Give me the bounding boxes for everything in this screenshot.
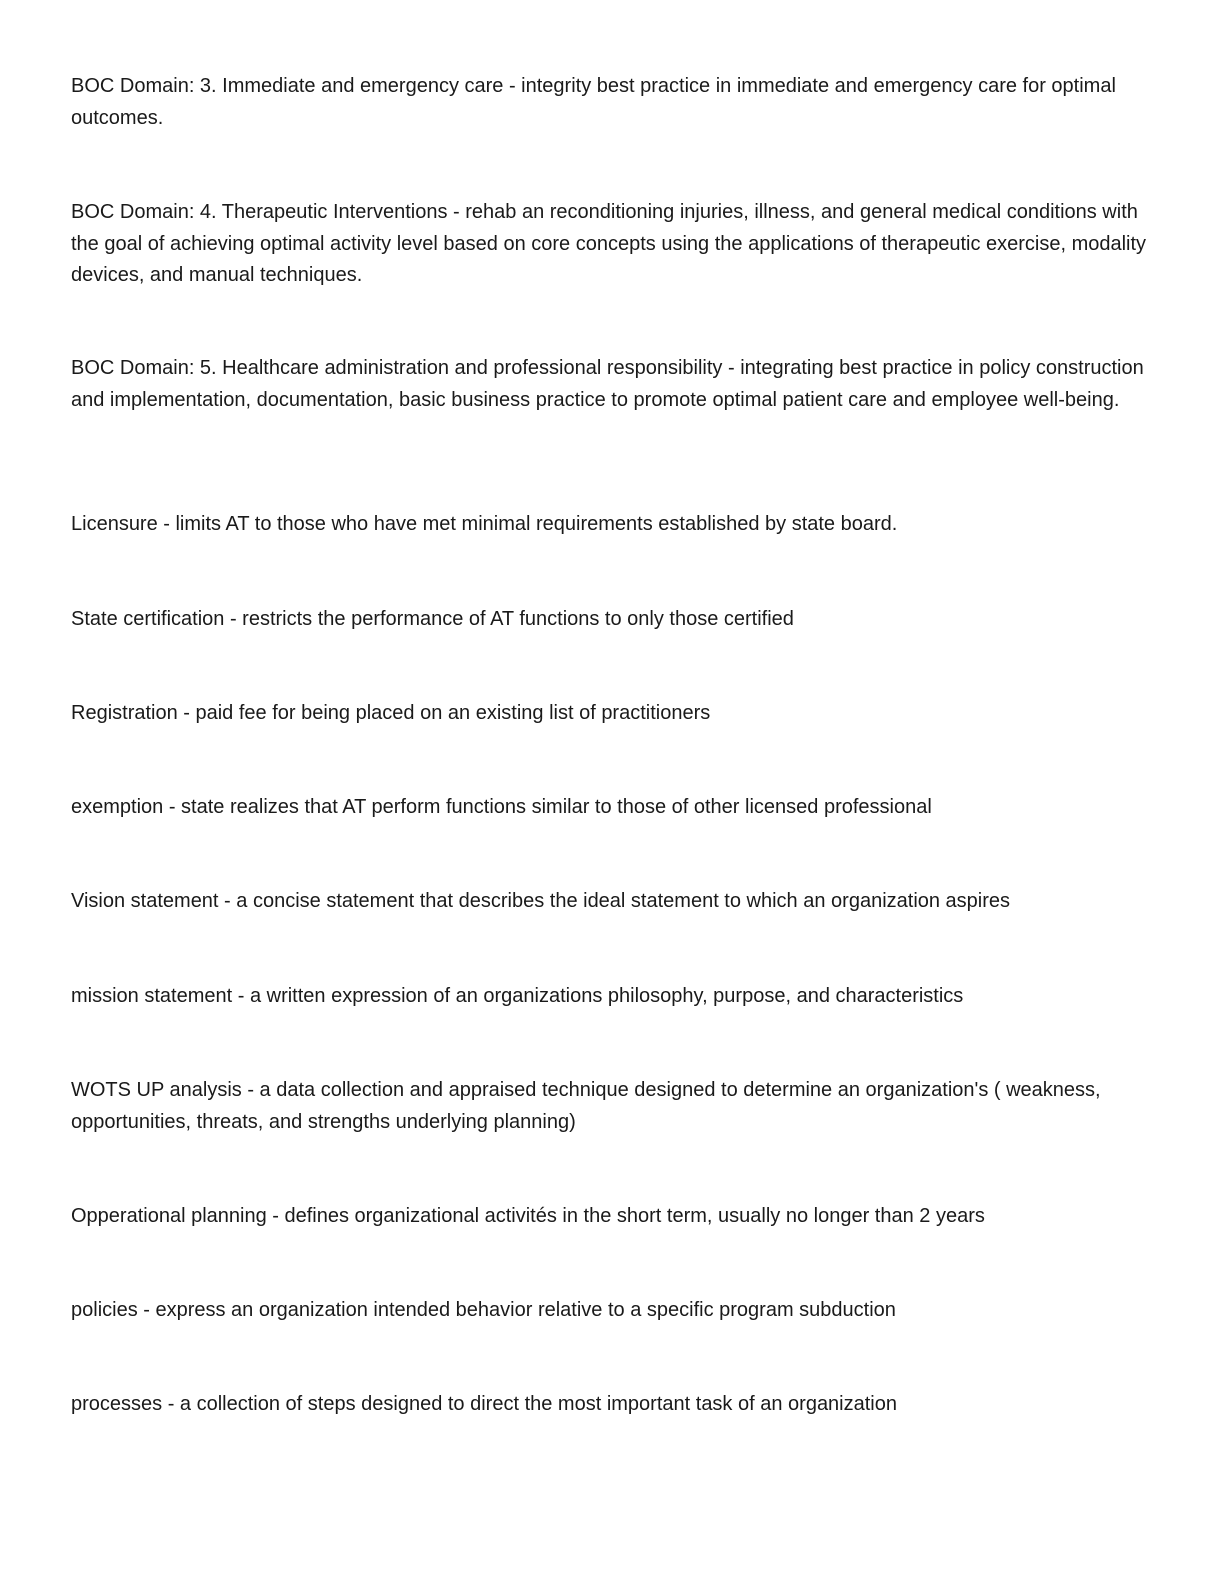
entry-vision-statement: Vision statement - a concise statement that describes the ideal statement to which an organization aspires <box>71 890 1011 912</box>
entry-boc-domain-5: BOC Domain: 5. Healthcare administration and professional responsibility - integrating best practice in policy construction and implementation, documentation, basic business practice to promote optimal patient care and employee well-being. <box>71 357 1144 411</box>
entry-state-certification: State certification - restricts the performance of AT functions to only those certified <box>71 608 794 630</box>
entry-licensure: Licensure - limits AT to those who have met minimal requirements established by state board. <box>71 513 898 535</box>
entry-mission-statement: mission statement - a written expression of an organizations philosophy, purpose, and characteristics <box>71 985 964 1007</box>
entry-policies: policies - express an organization intended behavior relative to a specific program subduction <box>71 1299 896 1321</box>
entry-wots-up-analysis: WOTS UP analysis - a data collection and appraised technique designed to determine an organization's ( weakness, opportunities, threats, and strengths underlying planning) <box>71 1079 1101 1133</box>
entry-operational-planning: Opperational planning - defines organizational activités in the short term, usually no longer than 2 years <box>71 1205 985 1227</box>
entry-exemption: exemption - state realizes that AT perform functions similar to those of other licensed professional <box>71 796 932 818</box>
entry-processes: processes - a collection of steps designed to direct the most important task of an organization <box>71 1393 897 1415</box>
entry-boc-domain-4: BOC Domain: 4. Therapeutic Interventions - rehab an reconditioning injuries, illness, and general medical conditions with the goal of achieving optimal activity level based on core concepts using the applications of therapeutic exercise, modality devices, and manual techniques. <box>71 201 1147 286</box>
entry-boc-domain-3: BOC Domain: 3. Immediate and emergency care - integrity best practice in immediate and emergency care for optimal outcomes. <box>71 75 1116 129</box>
entry-registration: Registration - paid fee for being placed on an existing list of practitioners <box>71 702 711 724</box>
